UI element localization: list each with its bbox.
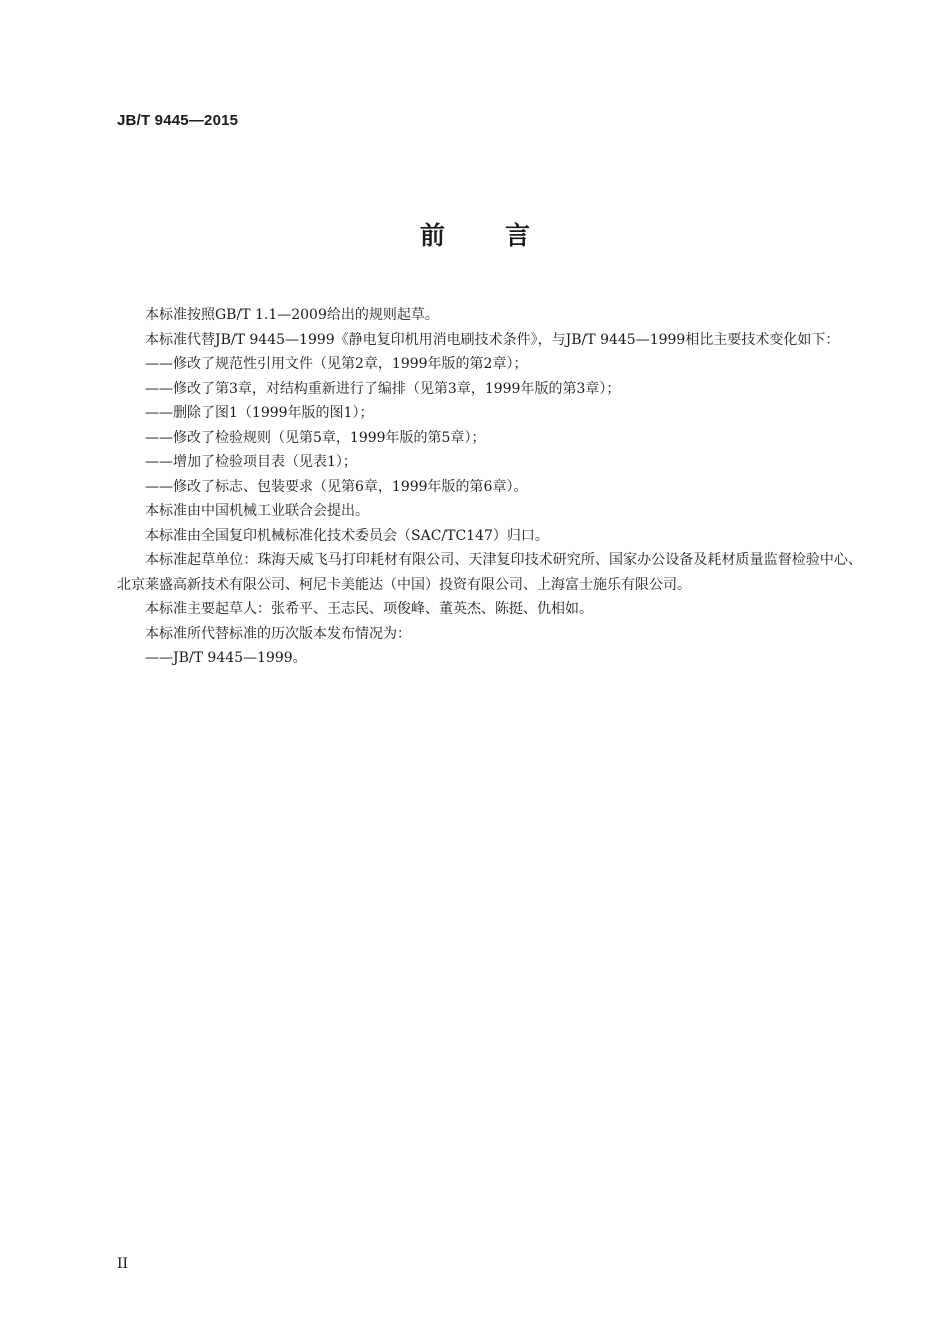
paragraph-replaces: 本标准代替JB/T 9445—1999《静电复印机用消电刷技术条件》，与JB/T 9445—1999相比主要技术变化如下： [145, 331, 840, 348]
paragraph-drafting-units: 本标准起草单位：珠海天威飞马打印耗材有限公司、天津复印技术研究所、国家办公设备及耗材质量监督检验中心、北京莱盛高新技术有限公司、柯尼卡美能达（中国）投资有限公司、上海富士施乐有限公司。 [117, 552, 862, 593]
paragraph-drafting-rules: 本标准按照GB/T 1.1—2009给出的规则起草。 [145, 307, 439, 323]
history-item: ——JB/T 9445—1999。 [145, 650, 307, 666]
change-item: ——修改了标志、包装要求（见第6章，1999年版的第6章）。 [145, 478, 528, 495]
paragraph-history-intro: 本标准所代替标准的历次版本发布情况为： [145, 625, 411, 642]
change-item: ——修改了第3章，对结构重新进行了编排（见第3章，1999年版的第3章）； [145, 380, 621, 397]
change-item: ——修改了检验规则（见第5章，1999年版的第5章）； [145, 429, 486, 446]
page-number: II [117, 1256, 129, 1272]
paragraph-under-jurisdiction: 本标准由全国复印机械标准化技术委员会（SAC/TC147）归口。 [145, 527, 549, 544]
paragraph-proposed-by: 本标准由中国机械工业联合会提出。 [145, 503, 369, 519]
page-title: 前言 [419, 221, 590, 250]
standard-code: JB/T 9445—2015 [117, 112, 239, 129]
paragraph-drafters: 本标准主要起草人：张希平、王志民、项俊峰、董英杰、陈挺、仇相如。 [145, 601, 593, 617]
change-item: ——修改了规范性引用文件（见第2章，1999年版的第2章）； [145, 356, 528, 372]
change-item: ——增加了检验项目表（见表1）； [145, 454, 357, 470]
change-item: ——删除了图1（1999年版的图1）； [145, 405, 374, 421]
foreword-body [117, 303, 862, 671]
